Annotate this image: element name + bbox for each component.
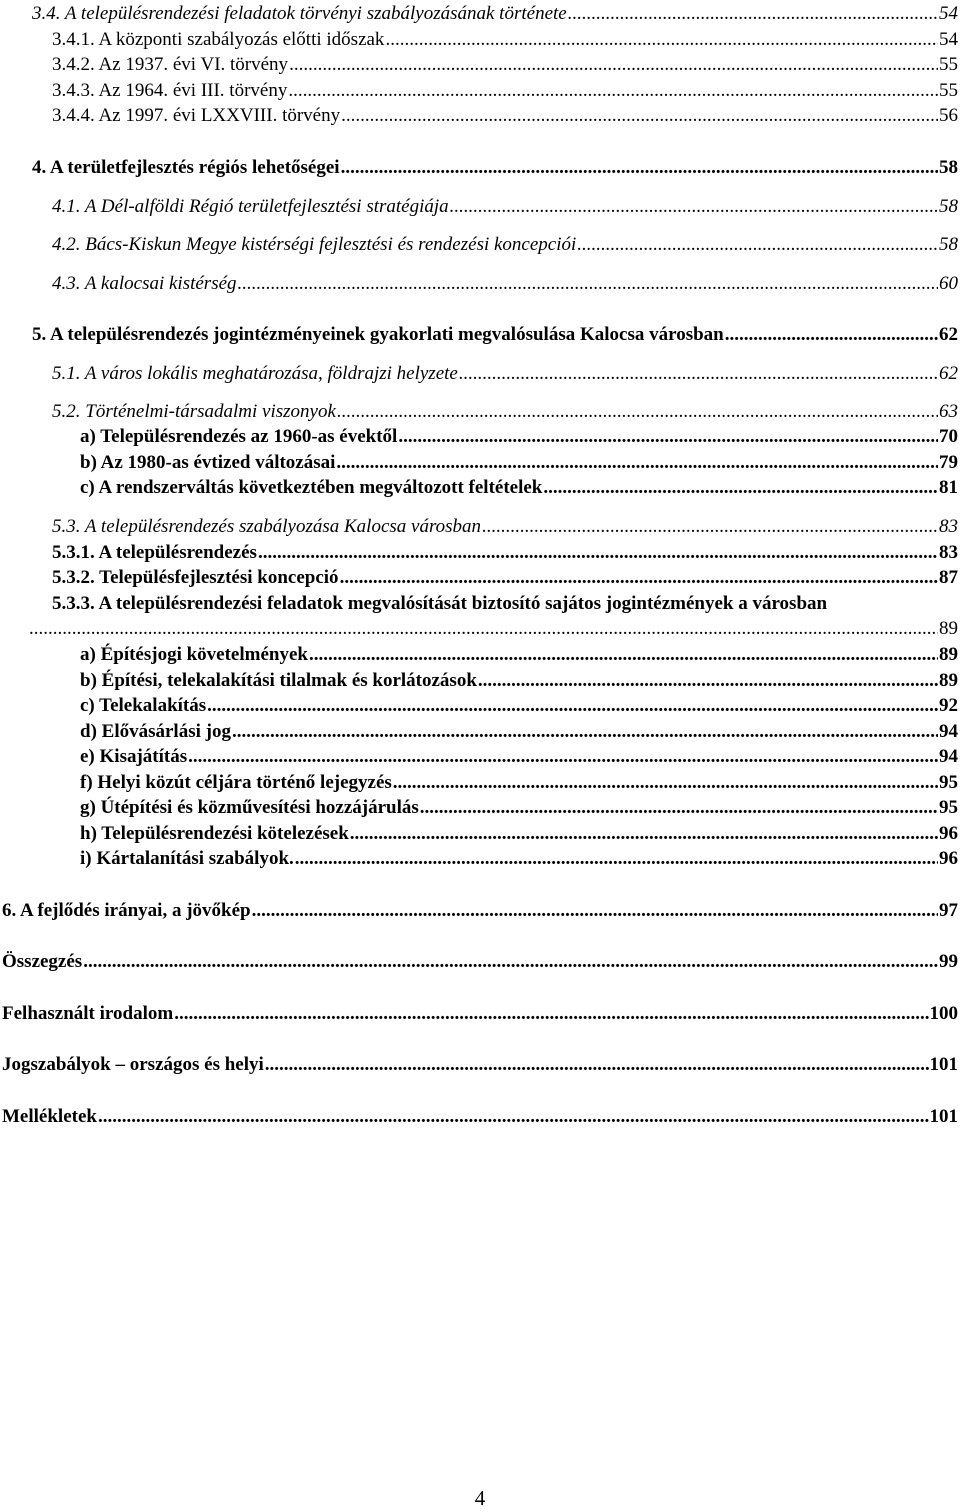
dot-leader bbox=[420, 796, 938, 820]
toc-entry[interactable] bbox=[52, 566, 958, 590]
toc-entry[interactable] bbox=[2, 1105, 958, 1129]
dot-leader bbox=[341, 104, 938, 128]
toc-entry-title: g) Útépítési és közművesítési hozzájárulás bbox=[80, 797, 419, 818]
dot-leader bbox=[398, 425, 938, 449]
toc-entry[interactable] bbox=[52, 272, 958, 296]
toc-entry-title: 3.4.3. Az 1964. évi III. törvény bbox=[52, 80, 288, 101]
dot-leader bbox=[258, 541, 938, 565]
dot-leader bbox=[459, 362, 938, 386]
toc-entry[interactable] bbox=[52, 362, 958, 386]
toc-entry[interactable] bbox=[80, 643, 958, 667]
dot-leader bbox=[450, 195, 938, 219]
page-number: 4 bbox=[474, 1486, 486, 1510]
dot-leader bbox=[29, 617, 938, 641]
toc-entry[interactable] bbox=[32, 323, 958, 347]
dot-leader bbox=[393, 771, 938, 795]
toc-entry-title: a) Építésjogi követelmények bbox=[80, 644, 308, 665]
toc-entry-page: 99 bbox=[939, 951, 958, 972]
toc-entry-page: 81 bbox=[939, 477, 958, 498]
toc-entry-page: 87 bbox=[939, 567, 958, 588]
toc-entry-page: 95 bbox=[939, 772, 958, 793]
toc-entry[interactable] bbox=[80, 745, 958, 769]
toc-entry-page: 95 bbox=[939, 797, 958, 818]
toc-entry[interactable] bbox=[2, 950, 958, 974]
dot-leader bbox=[568, 2, 938, 26]
dot-leader bbox=[309, 643, 938, 667]
dot-leader bbox=[288, 79, 938, 103]
toc-entry-page: 63 bbox=[939, 401, 958, 422]
dot-leader bbox=[289, 53, 938, 77]
toc-entry[interactable] bbox=[80, 720, 958, 744]
toc-entry[interactable] bbox=[2, 899, 958, 923]
toc-entry-page: 55 bbox=[939, 54, 958, 75]
toc-entry-title: b) Az 1980-as évtized változásai bbox=[80, 452, 336, 473]
toc-entry[interactable] bbox=[2, 1053, 958, 1077]
toc-entry-page: 83 bbox=[939, 516, 958, 537]
dot-leader bbox=[340, 566, 938, 590]
toc-entry-page: 101 bbox=[929, 1054, 958, 1075]
dot-leader bbox=[350, 822, 938, 846]
toc-entry[interactable] bbox=[80, 822, 958, 846]
dot-leader bbox=[232, 720, 938, 744]
toc-entry[interactable] bbox=[80, 771, 958, 795]
toc-entry-title: 3.4.4. Az 1997. évi LXXVIII. törvény bbox=[52, 105, 341, 126]
toc-entry-title: Mellékletek bbox=[2, 1106, 97, 1127]
toc-entry[interactable] bbox=[80, 796, 958, 820]
toc-entry-page: 94 bbox=[939, 746, 958, 767]
toc-entry-title: 3.4.1. A központi szabályozás előtti időszak bbox=[52, 29, 385, 50]
toc-entry[interactable] bbox=[52, 515, 958, 539]
toc-entry-title: 4.1. A Dél-alföldi Régió területfejlesztési stratégiája bbox=[52, 196, 449, 217]
toc-entry-page: 58 bbox=[939, 234, 958, 255]
toc-entry-page: 79 bbox=[939, 452, 958, 473]
toc-entry[interactable] bbox=[32, 156, 958, 180]
toc-entry[interactable] bbox=[52, 79, 958, 103]
toc-entry-page: 94 bbox=[939, 721, 958, 742]
dot-leader bbox=[385, 28, 938, 52]
toc-entry[interactable] bbox=[52, 53, 958, 77]
toc-entry-title: e) Kisajátítás bbox=[80, 746, 188, 767]
toc-entry[interactable] bbox=[32, 2, 958, 26]
toc-entry-continuation[interactable] bbox=[28, 617, 958, 641]
toc-entry[interactable] bbox=[52, 233, 958, 257]
dot-leader bbox=[83, 950, 938, 974]
dot-leader bbox=[238, 272, 938, 296]
dot-leader bbox=[725, 323, 938, 347]
dot-leader bbox=[188, 745, 938, 769]
toc-entry-title: Felhasznált irodalom bbox=[2, 1003, 174, 1024]
toc-entry-page: 54 bbox=[939, 29, 958, 50]
toc-entry-page: 55 bbox=[939, 80, 958, 101]
toc-entry-page: 56 bbox=[939, 105, 958, 126]
dot-leader bbox=[174, 1002, 928, 1026]
toc-entry[interactable] bbox=[80, 451, 958, 475]
dot-leader bbox=[336, 451, 938, 475]
toc-entry-title: 5.1. A város lokális meghatározása, földrajzi helyzete bbox=[52, 363, 458, 384]
toc-entry-page: 96 bbox=[939, 848, 958, 869]
toc-entry-title: b) Építési, telekalakítási tilalmak és korlátozások bbox=[80, 670, 477, 691]
toc-entry-title: f) Helyi közút céljára történő lejegyzés bbox=[80, 772, 392, 793]
toc-entry-title: 5. A településrendezés jogintézményeinek gyakorlati megvalósulása Kalocsa városban bbox=[32, 324, 724, 345]
toc-entry-title: a) Településrendezés az 1960-as évektől bbox=[80, 426, 398, 447]
toc-entry-page: 83 bbox=[939, 542, 958, 563]
dot-leader bbox=[543, 476, 938, 500]
toc-entry-title: d) Elővásárlási jog bbox=[80, 721, 231, 742]
dot-leader bbox=[341, 156, 938, 180]
toc-entry[interactable] bbox=[52, 195, 958, 219]
toc-entry-title: 5.3.3. A településrendezési feladatok megvalósítását biztosító sajátos jogintézmények a városban bbox=[52, 593, 828, 614]
toc-entry[interactable] bbox=[52, 400, 958, 424]
dot-leader bbox=[337, 400, 938, 424]
toc-entry[interactable] bbox=[52, 541, 958, 565]
toc-entry-title: 5.2. Történelmi-társadalmi viszonyok bbox=[52, 401, 336, 422]
dot-leader bbox=[207, 694, 938, 718]
toc-entry-title: 4.3. A kalocsai kistérség bbox=[52, 273, 237, 294]
toc-entry-page: 58 bbox=[939, 157, 958, 178]
toc-entry-title: 3.4. A településrendezési feladatok törvényi szabályozásának története bbox=[32, 3, 567, 24]
toc-entry-page: 100 bbox=[929, 1003, 958, 1024]
toc-entry-page: 60 bbox=[939, 273, 958, 294]
toc-entry[interactable] bbox=[80, 476, 958, 500]
toc-entry-title: 4. A területfejlesztés régiós lehetőségei bbox=[32, 157, 340, 178]
toc-entry-page: 62 bbox=[939, 363, 958, 384]
toc-entry[interactable] bbox=[80, 669, 958, 693]
toc-entry[interactable] bbox=[52, 592, 958, 616]
toc-entry[interactable] bbox=[2, 1002, 958, 1026]
dot-leader bbox=[265, 1053, 929, 1077]
toc-entry-page: 89 bbox=[939, 670, 958, 691]
toc-entry-title: 3.4.2. Az 1937. évi VI. törvény bbox=[52, 54, 289, 75]
toc-entry-title: 5.3. A településrendezés szabályozása Kalocsa városban bbox=[52, 516, 482, 537]
toc-entry-title: 4.2. Bács-Kiskun Megye kistérségi fejlesztési és rendezési koncepciói bbox=[52, 234, 577, 255]
dot-leader bbox=[577, 233, 938, 257]
toc-entry-page: 96 bbox=[939, 823, 958, 844]
toc-entry-title: Jogszabályok – országos és helyi bbox=[2, 1054, 264, 1075]
dot-leader bbox=[478, 669, 938, 693]
toc-entry-title: Összegzés bbox=[2, 951, 83, 972]
toc-entry-title: i) Kártalanítási szabályok. bbox=[80, 848, 294, 869]
toc-entry-page: 62 bbox=[939, 324, 958, 345]
dot-leader bbox=[482, 515, 938, 539]
toc-entry[interactable] bbox=[80, 847, 958, 871]
toc-entry-page: 89 bbox=[939, 644, 958, 665]
toc-entry-title: 5.3.1. A településrendezés bbox=[52, 542, 257, 563]
toc-entry-page: 70 bbox=[939, 426, 958, 447]
toc-entry-page: 54 bbox=[939, 3, 958, 24]
toc-entry-title: 6. A fejlődés irányai, a jövőkép bbox=[2, 900, 251, 921]
toc-entry[interactable] bbox=[52, 28, 958, 52]
toc-entry-page: 58 bbox=[939, 196, 958, 217]
toc-entry-page: 92 bbox=[939, 695, 958, 716]
dot-leader bbox=[98, 1105, 929, 1129]
toc-entry[interactable] bbox=[80, 425, 958, 449]
toc-entry-title: c) A rendszerváltás következtében megváltozott feltételek bbox=[80, 477, 543, 498]
toc-entry-page: 101 bbox=[929, 1106, 958, 1127]
toc-entry[interactable] bbox=[52, 104, 958, 128]
toc-entry-title: c) Telekalakítás bbox=[80, 695, 207, 716]
dot-leader bbox=[295, 847, 938, 871]
toc-entry-title: h) Településrendezési kötelezések bbox=[80, 823, 349, 844]
toc-entry-title: 5.3.2. Településfejlesztési koncepció bbox=[52, 567, 339, 588]
toc-entry-page: 97 bbox=[939, 900, 958, 921]
toc-entry-page: 89 bbox=[939, 618, 958, 639]
toc-entry[interactable] bbox=[80, 694, 958, 718]
dot-leader bbox=[252, 899, 938, 923]
